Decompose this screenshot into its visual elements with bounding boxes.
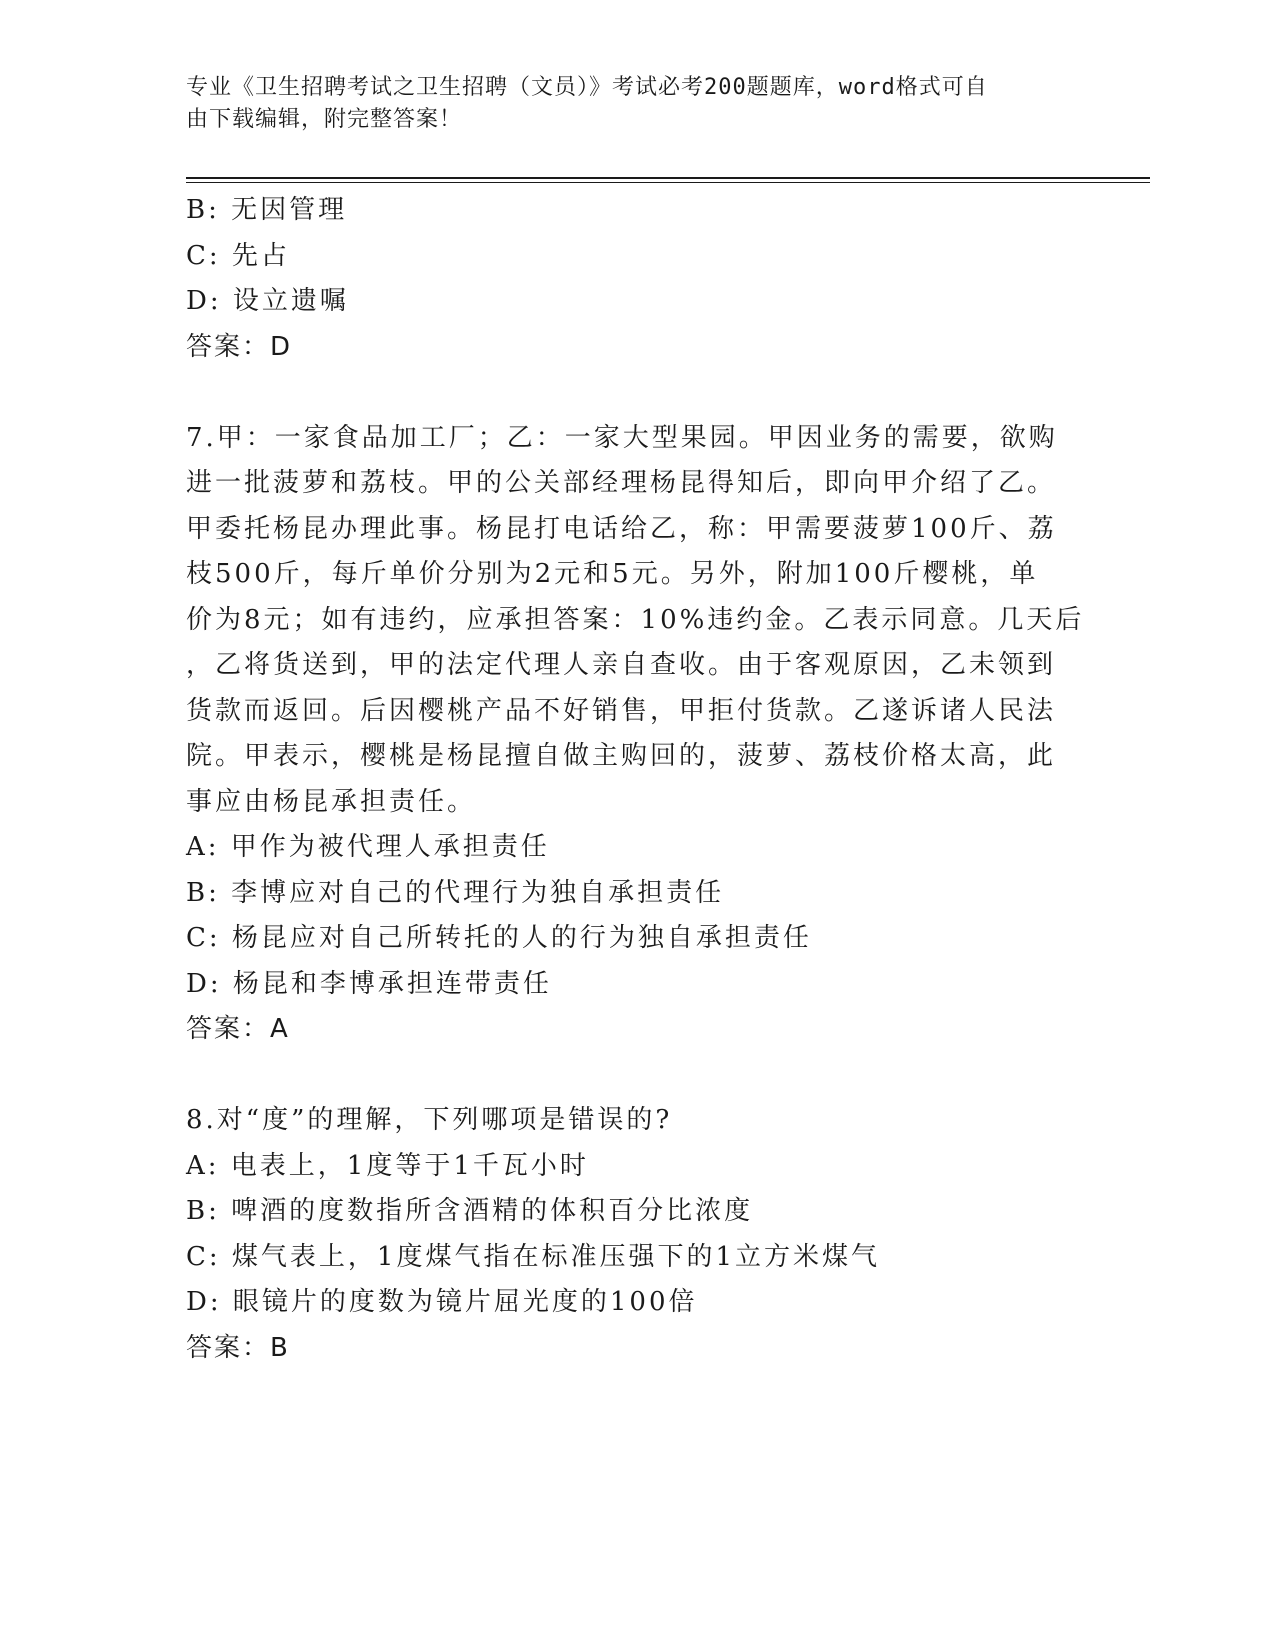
question-stem-line: 枝500斤，每斤单价分别为2元和5元。另外，附加100斤樱桃，单 — [186, 559, 1039, 589]
option-d: D: 杨昆和李博承担连带责任 — [186, 968, 552, 999]
answer-line: 答案：B — [186, 1332, 290, 1363]
question-stem-line: 7.甲：一家食品加工厂；乙：一家大型果园。甲因业务的需要，欲购 — [186, 422, 1058, 453]
option-b: B: 啤酒的度数指所含酒精的体积百分比浓度 — [186, 1196, 754, 1226]
question-stem-line: 院。甲表示，樱桃是杨昆擅自做主购回的，菠萝、荔枝价格太高，此 — [186, 741, 1057, 771]
header-divider-thick — [186, 177, 1150, 179]
question-stem-line: 甲委托杨昆办理此事。杨昆打电话给乙，称：甲需要菠萝100斤、荔 — [186, 513, 1057, 544]
option-a: A: 甲作为被代理人承担责任 — [186, 832, 550, 862]
answer-line: 答案：A — [186, 1014, 290, 1044]
option-c: C: 煤气表上，1度煤气指在标准压强下的1立方米煤气 — [186, 1241, 881, 1272]
question-stem-line: 8.对“度”的理解，下列哪项是错误的? — [186, 1105, 673, 1135]
document-body — [186, 188, 1085, 1371]
question-stem-line: 事应由杨昆承担责任。 — [186, 786, 477, 817]
option-c: C: 杨昆应对自己所转托的人的行为独自承担责任 — [186, 923, 812, 953]
option-b: B: 无因管理 — [186, 195, 348, 225]
question-stem-line: 进一批菠萝和荔枝。甲的公关部经理杨昆得知后，即向甲介绍了乙。 — [186, 468, 1057, 498]
answer-line: 答案：D — [186, 331, 293, 362]
spacer — [186, 1053, 1066, 1099]
previous-question-block — [186, 188, 1066, 370]
question-8-block — [186, 1098, 1066, 1371]
question-stem-line: 货款而返回。后因樱桃产品不好销售，甲拒付货款。乙遂诉诸人民法 — [186, 695, 1057, 726]
question-stem-line: ，乙将货送到，甲的法定代理人亲自查收。由于客观原因，乙未领到 — [186, 650, 1057, 680]
header-line-1: 专业《卫生招聘考试之卫生招聘（文员）》考试必考200题题库，word格式可自 — [186, 75, 988, 100]
header-divider-thin — [186, 182, 1150, 183]
question-7-block — [186, 416, 1085, 1053]
question-stem-line: 价为8元；如有违约，应承担答案：10%违约金。乙表示同意。几天后 — [186, 604, 1085, 635]
option-c: C: 先占 — [186, 240, 290, 271]
header-line-2: 由下载编辑，附完整答案！ — [186, 107, 463, 132]
option-d: D: 设立遗嘱 — [186, 286, 349, 316]
document-header — [186, 72, 1066, 136]
option-d: D: 眼镜片的度数为镜片屈光度的100倍 — [186, 1287, 698, 1317]
option-a: A: 电表上，1度等于1千瓦小时 — [186, 1150, 589, 1181]
spacer — [186, 370, 1066, 416]
option-b: B: 李博应对自己的代理行为独自承担责任 — [186, 877, 725, 908]
